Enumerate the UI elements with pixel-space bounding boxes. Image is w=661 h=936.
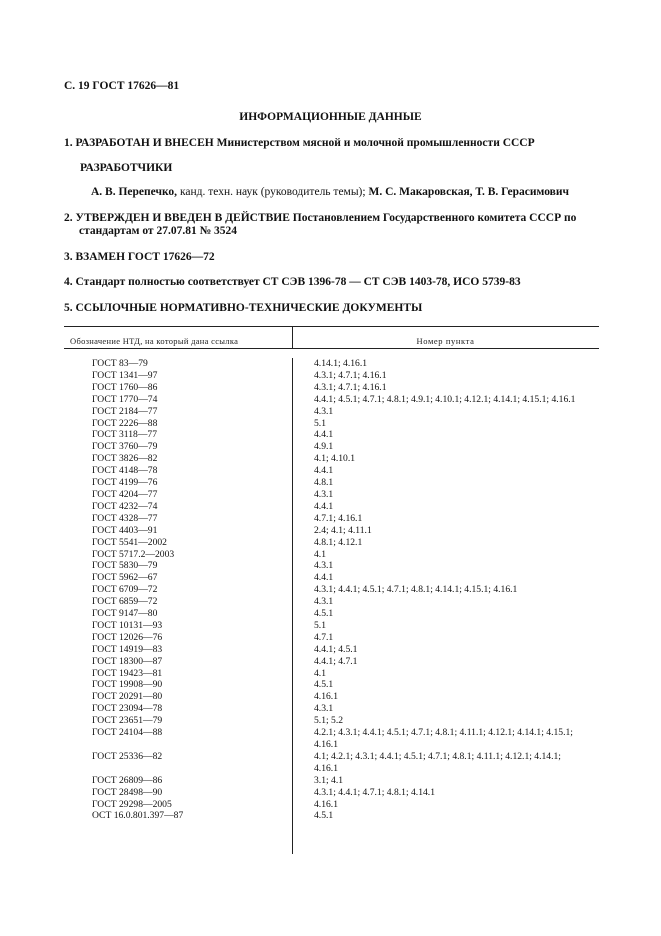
cell-clauses: 5.1	[314, 619, 326, 631]
cell-clauses: 2.4; 4.1; 4.11.1	[314, 524, 372, 536]
table-row	[64, 632, 599, 644]
cell-document: ГОСТ 28498—90	[92, 786, 163, 798]
table-row	[64, 572, 599, 584]
cell-document: ГОСТ 1341—97	[92, 369, 158, 381]
cell-document: ГОСТ 5541—2002	[92, 536, 167, 548]
table-row	[64, 751, 599, 763]
cell-document: ГОСТ 2184—77	[92, 405, 158, 417]
table-row	[64, 727, 599, 739]
cell-document: ГОСТ 2226—88	[92, 417, 158, 429]
table-top-border	[64, 326, 599, 327]
cell-clauses: 4.3.1; 4.7.1; 4.16.1	[314, 381, 387, 393]
table-row	[64, 382, 599, 394]
cell-document: ГОСТ 10131—93	[92, 619, 163, 631]
cell-clauses: 4.3.1; 4.7.1; 4.16.1	[314, 369, 387, 381]
cell-clauses: 4.3.1; 4.4.1; 4.7.1; 4.8.1; 4.14.1	[314, 786, 435, 798]
column-header-clause: Номер пункта	[416, 336, 475, 346]
references-table	[64, 326, 599, 854]
cell-document: ГОСТ 4148—78	[92, 465, 158, 477]
cell-document: ГОСТ 1770—74	[92, 393, 158, 405]
table-row	[64, 406, 599, 418]
section-2-text: Постановлением Государственного комитета СССР по	[289, 212, 577, 224]
cell-clauses: 4.16.1	[314, 798, 338, 810]
cell-document: ГОСТ 3118—77	[92, 429, 158, 441]
table-row	[64, 596, 599, 608]
cell-document: ГОСТ 5962—67	[92, 572, 158, 584]
author-1-name: А. В. Перепечко,	[91, 186, 178, 198]
cell-clauses: 4.7.1	[314, 631, 334, 643]
author-1-role: канд. техн. наук (руководитель темы);	[177, 186, 369, 198]
cell-document: ГОСТ 5830—79	[92, 560, 158, 572]
cell-document: ОСТ 16.0.801.397—87	[92, 810, 184, 822]
cell-document: ГОСТ 29298—2005	[92, 798, 172, 810]
table-row	[64, 477, 599, 489]
table-row	[64, 441, 599, 453]
cell-clauses: 4.5.1	[314, 679, 334, 691]
cell-document	[64, 763, 292, 775]
section-5: 5. ССЫЛОЧНЫЕ НОРМАТИВНО-ТЕХНИЧЕСКИЕ ДОКУМЕНТЫ	[64, 302, 423, 314]
cell-clauses: 5.1; 5.2	[314, 715, 344, 727]
cell-document: ГОСТ 83—79	[92, 358, 148, 369]
table-row	[64, 739, 599, 751]
table-row	[64, 513, 599, 525]
header-bottom-border	[64, 348, 599, 349]
cell-document: ГОСТ 4232—74	[92, 500, 158, 512]
cell-clauses: 4.4.1; 4.5.1; 4.7.1; 4.8.1; 4.9.1; 4.10.1; 4.12.1; 4.14.1; 4.15.1; 4.16.1	[314, 393, 576, 405]
cell-document: ГОСТ 14919—83	[92, 643, 163, 655]
cell-clauses: 3.1; 4.1	[314, 774, 344, 786]
cell-document: ГОСТ 23651—79	[92, 715, 163, 727]
cell-document: ГОСТ 5717.2—2003	[92, 548, 175, 560]
cell-clauses: 4.2.1; 4.3.1; 4.4.1; 4.5.1; 4.7.1; 4.8.1; 4.11.1; 4.12.1; 4.14.1; 4.15.1;	[314, 727, 573, 739]
cell-document: ГОСТ 4204—77	[92, 488, 158, 500]
cell-document: ГОСТ 4403—91	[92, 524, 158, 536]
table-row	[64, 691, 599, 703]
cell-document: ГОСТ 9147—80	[92, 608, 158, 620]
cell-document: ГОСТ 18300—87	[92, 655, 163, 667]
table-row	[64, 537, 599, 549]
table-row	[64, 394, 599, 406]
cell-clauses: 4.16.1	[314, 739, 338, 750]
cell-clauses: 4.3.1	[314, 703, 334, 715]
cell-clauses: 4.1	[314, 548, 326, 560]
cell-document: ГОСТ 26809—86	[92, 774, 163, 786]
cell-clauses: 4.14.1; 4.16.1	[314, 358, 368, 369]
cell-document: ГОСТ 20291—80	[92, 691, 163, 703]
cell-clauses: 4.4.1	[314, 500, 334, 512]
table-row	[64, 703, 599, 715]
cell-clauses: 4.4.1	[314, 572, 334, 584]
table-row	[64, 370, 599, 382]
table-row	[64, 560, 599, 572]
cell-clauses: 4.1; 4.2.1; 4.3.1; 4.4.1; 4.5.1; 4.7.1; 4.8.1; 4.11.1; 4.12.1; 4.14.1;	[314, 750, 561, 762]
cell-document: ГОСТ 6859—72	[92, 596, 158, 608]
cell-clauses: 4.5.1	[314, 608, 334, 620]
cell-document: ГОСТ 12026—76	[92, 631, 163, 643]
table-row	[64, 656, 599, 668]
table-row	[64, 608, 599, 620]
cell-document: ГОСТ 24104—88	[92, 727, 163, 739]
cell-clauses: 4.4.1	[314, 465, 334, 477]
table-row	[64, 810, 599, 822]
cell-document: ГОСТ 4328—77	[92, 512, 158, 524]
authors-others: М. С. Макаровская, Т. В. Герасимович	[368, 186, 569, 198]
cell-clauses: 4.4.1; 4.7.1	[314, 655, 358, 667]
table-row	[64, 525, 599, 537]
cell-clauses: 4.9.1	[314, 441, 334, 453]
table-row	[64, 489, 599, 501]
cell-clauses: 4.3.1	[314, 560, 334, 572]
section-2-heading: 2. УТВЕРЖДЕН И ВВЕДЕН В ДЕЙСТВИЕ	[64, 212, 290, 224]
table-row	[64, 549, 599, 561]
developers-heading: РАЗРАБОТЧИКИ	[80, 162, 173, 174]
cell-clauses: 4.3.1	[314, 405, 334, 417]
table-row	[64, 501, 599, 513]
table-row	[64, 668, 599, 680]
cell-document: ГОСТ 23094—78	[92, 703, 163, 715]
cell-clauses: 4.4.1; 4.5.1	[314, 643, 358, 655]
table-row	[64, 715, 599, 727]
section-3: 3. ВЗАМЕН ГОСТ 17626—72	[64, 251, 215, 263]
table-row	[64, 775, 599, 787]
cell-document: ГОСТ 3760—79	[92, 441, 158, 453]
page-header: С. 19 ГОСТ 17626—81	[64, 80, 180, 92]
cell-clauses: 4.4.1	[314, 429, 334, 441]
cell-clauses: 4.8.1	[314, 477, 334, 489]
cell-document	[64, 739, 292, 751]
table-row	[64, 418, 599, 430]
table-row	[64, 644, 599, 656]
cell-clauses: 4.3.1	[314, 488, 334, 500]
cell-document: ГОСТ 6709—72	[92, 584, 158, 596]
table-row	[64, 763, 599, 775]
cell-clauses: 4.1; 4.10.1	[314, 453, 356, 465]
table-row	[64, 429, 599, 441]
table-row	[64, 584, 599, 596]
cell-document: ГОСТ 19908—90	[92, 679, 163, 691]
authors-line	[91, 186, 569, 198]
column-header-document: Обозначение НТД, на который дана ссылка	[70, 336, 239, 346]
section-1-text: Министерством мясной и молочной промышленности СССР	[213, 137, 535, 149]
table-body	[64, 358, 599, 822]
cell-clauses: 4.3.1; 4.4.1; 4.5.1; 4.7.1; 4.8.1; 4.14.1; 4.15.1; 4.16.1	[314, 584, 518, 596]
cell-document: ГОСТ 25336—82	[92, 750, 163, 762]
cell-document: ГОСТ 3826—82	[92, 453, 158, 465]
section-1	[64, 137, 535, 149]
cell-clauses: 4.16.1	[314, 691, 338, 703]
cell-clauses: 4.16.1	[314, 762, 338, 774]
table-row	[64, 453, 599, 465]
cell-document: ГОСТ 19423—81	[92, 667, 163, 679]
table-row	[64, 620, 599, 632]
cell-clauses: 4.8.1; 4.12.1	[314, 536, 363, 548]
table-row	[64, 358, 599, 370]
cell-clauses: 4.5.1	[314, 810, 334, 822]
cell-clauses: 4.7.1; 4.16.1	[314, 512, 363, 524]
cell-document: ГОСТ 4199—76	[92, 477, 158, 489]
table-row	[64, 799, 599, 811]
section-4: 4. Стандарт полностью соответствует СТ СЭВ 1396-78 — СТ СЭВ 1403-78, ИСО 5739-83	[64, 276, 521, 288]
cell-clauses: 4.1	[314, 667, 326, 679]
table-row	[64, 787, 599, 799]
section-2	[64, 212, 604, 238]
cell-clauses: 5.1	[314, 417, 326, 429]
cell-clauses: 4.3.1	[314, 596, 334, 608]
table-row	[64, 679, 599, 691]
cell-document: ГОСТ 1760—86	[92, 381, 158, 393]
page-title: ИНФОРМАЦИОННЫЕ ДАННЫЕ	[239, 111, 422, 123]
section-2-continuation: стандартам от 27.07.81 № 3524	[79, 225, 238, 237]
section-1-heading: 1. РАЗРАБОТАН И ВНЕСЕН	[64, 137, 214, 149]
table-row	[64, 465, 599, 477]
